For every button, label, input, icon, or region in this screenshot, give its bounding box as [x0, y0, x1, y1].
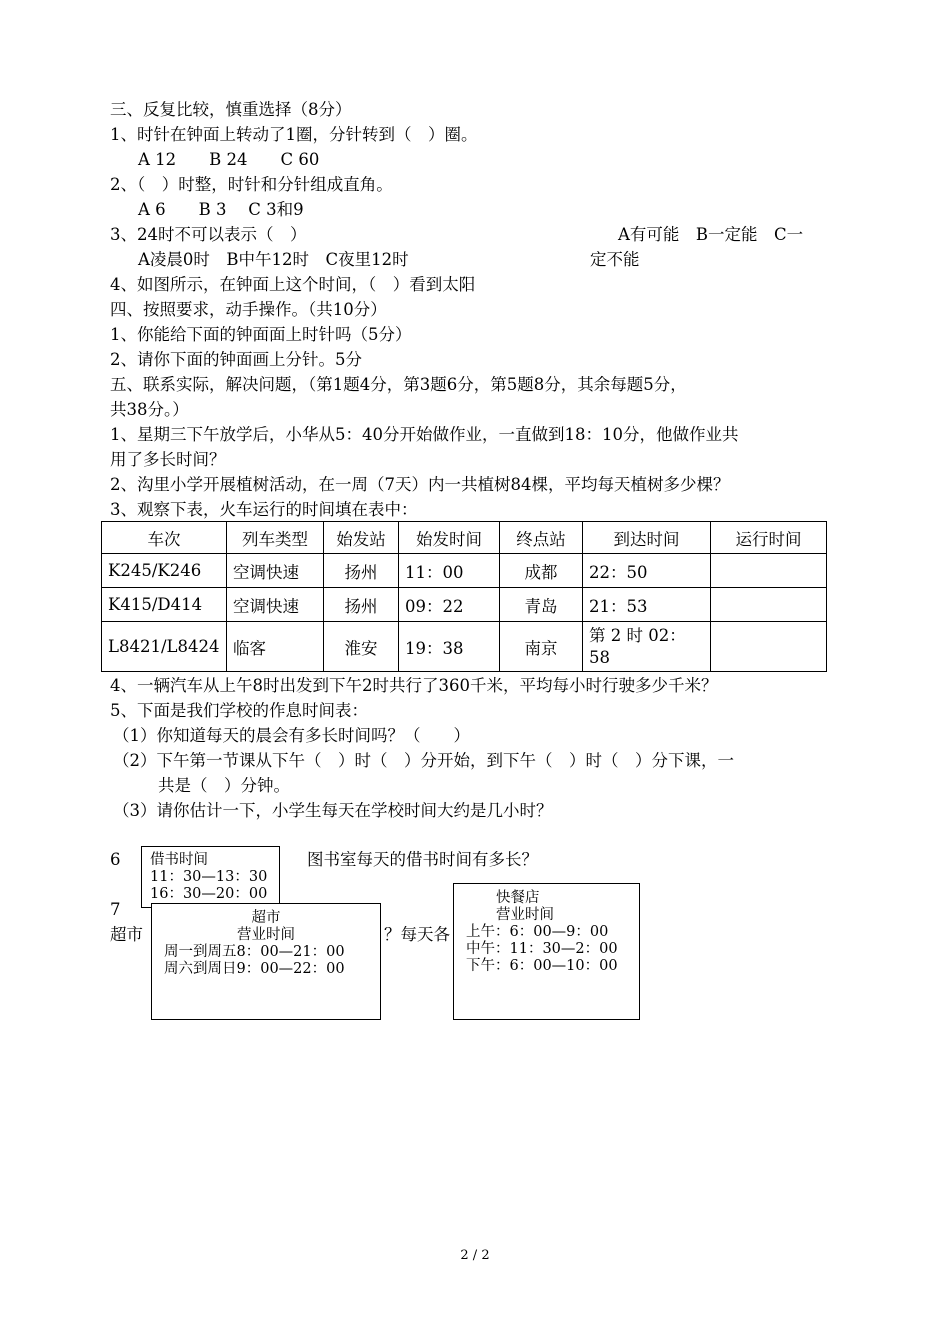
table-cell: 成都: [500, 554, 583, 588]
supermarket-subtitle: 营业时间: [237, 927, 295, 943]
question-5-4: 4、一辆汽车从上午8时出发到下午2时共行了360千米，平均每小时行驶多少千米？: [110, 676, 718, 695]
question-7-text-right: ？每天各: [384, 925, 450, 944]
fastfood-hours-line: 中午：11：30—2：00: [466, 941, 618, 957]
question-5-5-2: （2）下午第一节课从下午（ ）时（ ）分开始，到下午（ ）时（ ）分下课，一: [113, 751, 734, 770]
table-cell: 扬州: [324, 588, 399, 622]
table-row: [102, 622, 827, 672]
question-6-text: 图书室每天的借书时间有多长？: [307, 850, 538, 869]
table-cell: K245/K246: [102, 554, 227, 588]
fastfood-hours-line: 上午：6：00—9：00: [466, 924, 609, 940]
fastfood-hours-line: 下午：6：00—10：00: [466, 958, 618, 974]
question-3-4-options: A有可能 B一定能 C一: [618, 225, 804, 244]
table-header: 车次: [102, 522, 227, 554]
supermarket-title: 超市: [251, 910, 281, 926]
section-3-title: 三、反复比较，慎重选择（8分）: [110, 100, 352, 119]
supermarket-hours-line: 周一到周五8：00—21：00: [164, 944, 345, 960]
library-hours-line: 11：30—13：30: [150, 869, 268, 885]
train-schedule-table: [101, 521, 827, 672]
fastfood-subtitle: 营业时间: [496, 907, 554, 923]
table-cell: K415/D414: [102, 588, 227, 622]
question-5-2: 2、沟里小学开展植树活动，在一周（7天）内一共植树84棵，平均每天植树多少棵？: [110, 475, 730, 494]
question-3-1-options: A 12 B 24 C 60: [138, 150, 320, 169]
question-3-2-options: A 6 B 3 C 3和9: [138, 200, 304, 219]
library-title: 借书时间: [150, 852, 208, 868]
question-3-2: 2、（ ）时整，时针和分针组成直角。: [110, 175, 393, 194]
fastfood-title: 快餐店: [496, 890, 540, 906]
table-cell: 青岛: [500, 588, 583, 622]
question-5-3: 3、观察下表，火车运行的时间填在表中：: [110, 500, 418, 519]
table-cell: 11：00: [399, 554, 500, 588]
question-5-1-cont: 用了多长时间？: [110, 450, 226, 469]
table-cell: 扬州: [324, 554, 399, 588]
table-row: [102, 554, 827, 588]
table-cell: 南京: [500, 622, 583, 672]
question-6-number: 6: [110, 850, 121, 869]
table-header: 列车类型: [227, 522, 324, 554]
fastfood-hours-box: [453, 883, 640, 1020]
table-cell: 09：22: [399, 588, 500, 622]
table-cell: 21：53: [583, 588, 711, 622]
question-3-4-options-cont: 定不能: [590, 250, 640, 269]
question-5-1: 1、星期三下午放学后，小华从5：40分开始做作业，一直做到18：10分，他做作业共: [110, 425, 739, 444]
table-cell: 空调快速: [227, 588, 324, 622]
question-3-3-options: A凌晨0时 B中午12时 C夜里12时: [138, 250, 409, 269]
question-5-5: 5、下面是我们学校的作息时间表：: [110, 701, 368, 720]
page-number: 2 / 2: [460, 1248, 490, 1263]
table-header: 终点站: [500, 522, 583, 554]
table-cell-blank[interactable]: [711, 554, 827, 588]
table-cell: L8421/L8424: [102, 622, 227, 672]
section-5-title-cont: 共38分。）: [110, 400, 189, 419]
library-hours-line: 16：30—20：00: [150, 886, 268, 902]
question-5-5-3: （3）请你估计一下，小学生每天在学校时间大约是几小时？: [113, 801, 553, 820]
table-cell: 空调快速: [227, 554, 324, 588]
question-7-number: 7: [110, 900, 121, 919]
question-3-1: 1、时针在钟面上转动了1圈，分针转到（ ）圈。: [110, 125, 478, 144]
table-header: 运行时间: [711, 522, 827, 554]
table-header: 始发时间: [399, 522, 500, 554]
supermarket-hours-box: [151, 903, 381, 1020]
question-4-2: 2、请你下面的钟面画上分针。5分: [110, 350, 362, 369]
question-5-5-2-cont: 共是（ ）分钟。: [158, 776, 290, 795]
question-3-3: 3、24时不可以表示（ ）: [110, 225, 307, 244]
table-cell-blank[interactable]: [711, 622, 827, 672]
question-3-4: 4、如图所示，在钟面上这个时间，（ ）看到太阳: [110, 275, 476, 294]
library-hours-box: [141, 846, 280, 908]
supermarket-hours-line: 周六到周日9：00—22：00: [164, 961, 345, 977]
table-header: 始发站: [324, 522, 399, 554]
table-row: [102, 588, 827, 622]
table-cell: 淮安: [324, 622, 399, 672]
table-cell: 第 2 时 02：58: [583, 622, 711, 672]
question-4-1: 1、你能给下面的钟面面上时针吗（5分）: [110, 325, 412, 344]
table-header-row: [102, 522, 827, 554]
table-cell: 22：50: [583, 554, 711, 588]
table-header: 到达时间: [583, 522, 711, 554]
table-cell: 19：38: [399, 622, 500, 672]
section-5-title: 五、联系实际，解决问题，（第1题4分，第3题6分，第5题8分，其余每题5分，: [110, 375, 687, 394]
table-cell: 临客: [227, 622, 324, 672]
question-7-text-left: 超市: [110, 925, 143, 944]
section-4-title: 四、按照要求，动手操作。（共10分）: [110, 300, 387, 319]
question-5-5-1: （1）你知道每天的晨会有多长时间吗？（ ）: [113, 726, 470, 745]
table-cell-blank[interactable]: [711, 588, 827, 622]
